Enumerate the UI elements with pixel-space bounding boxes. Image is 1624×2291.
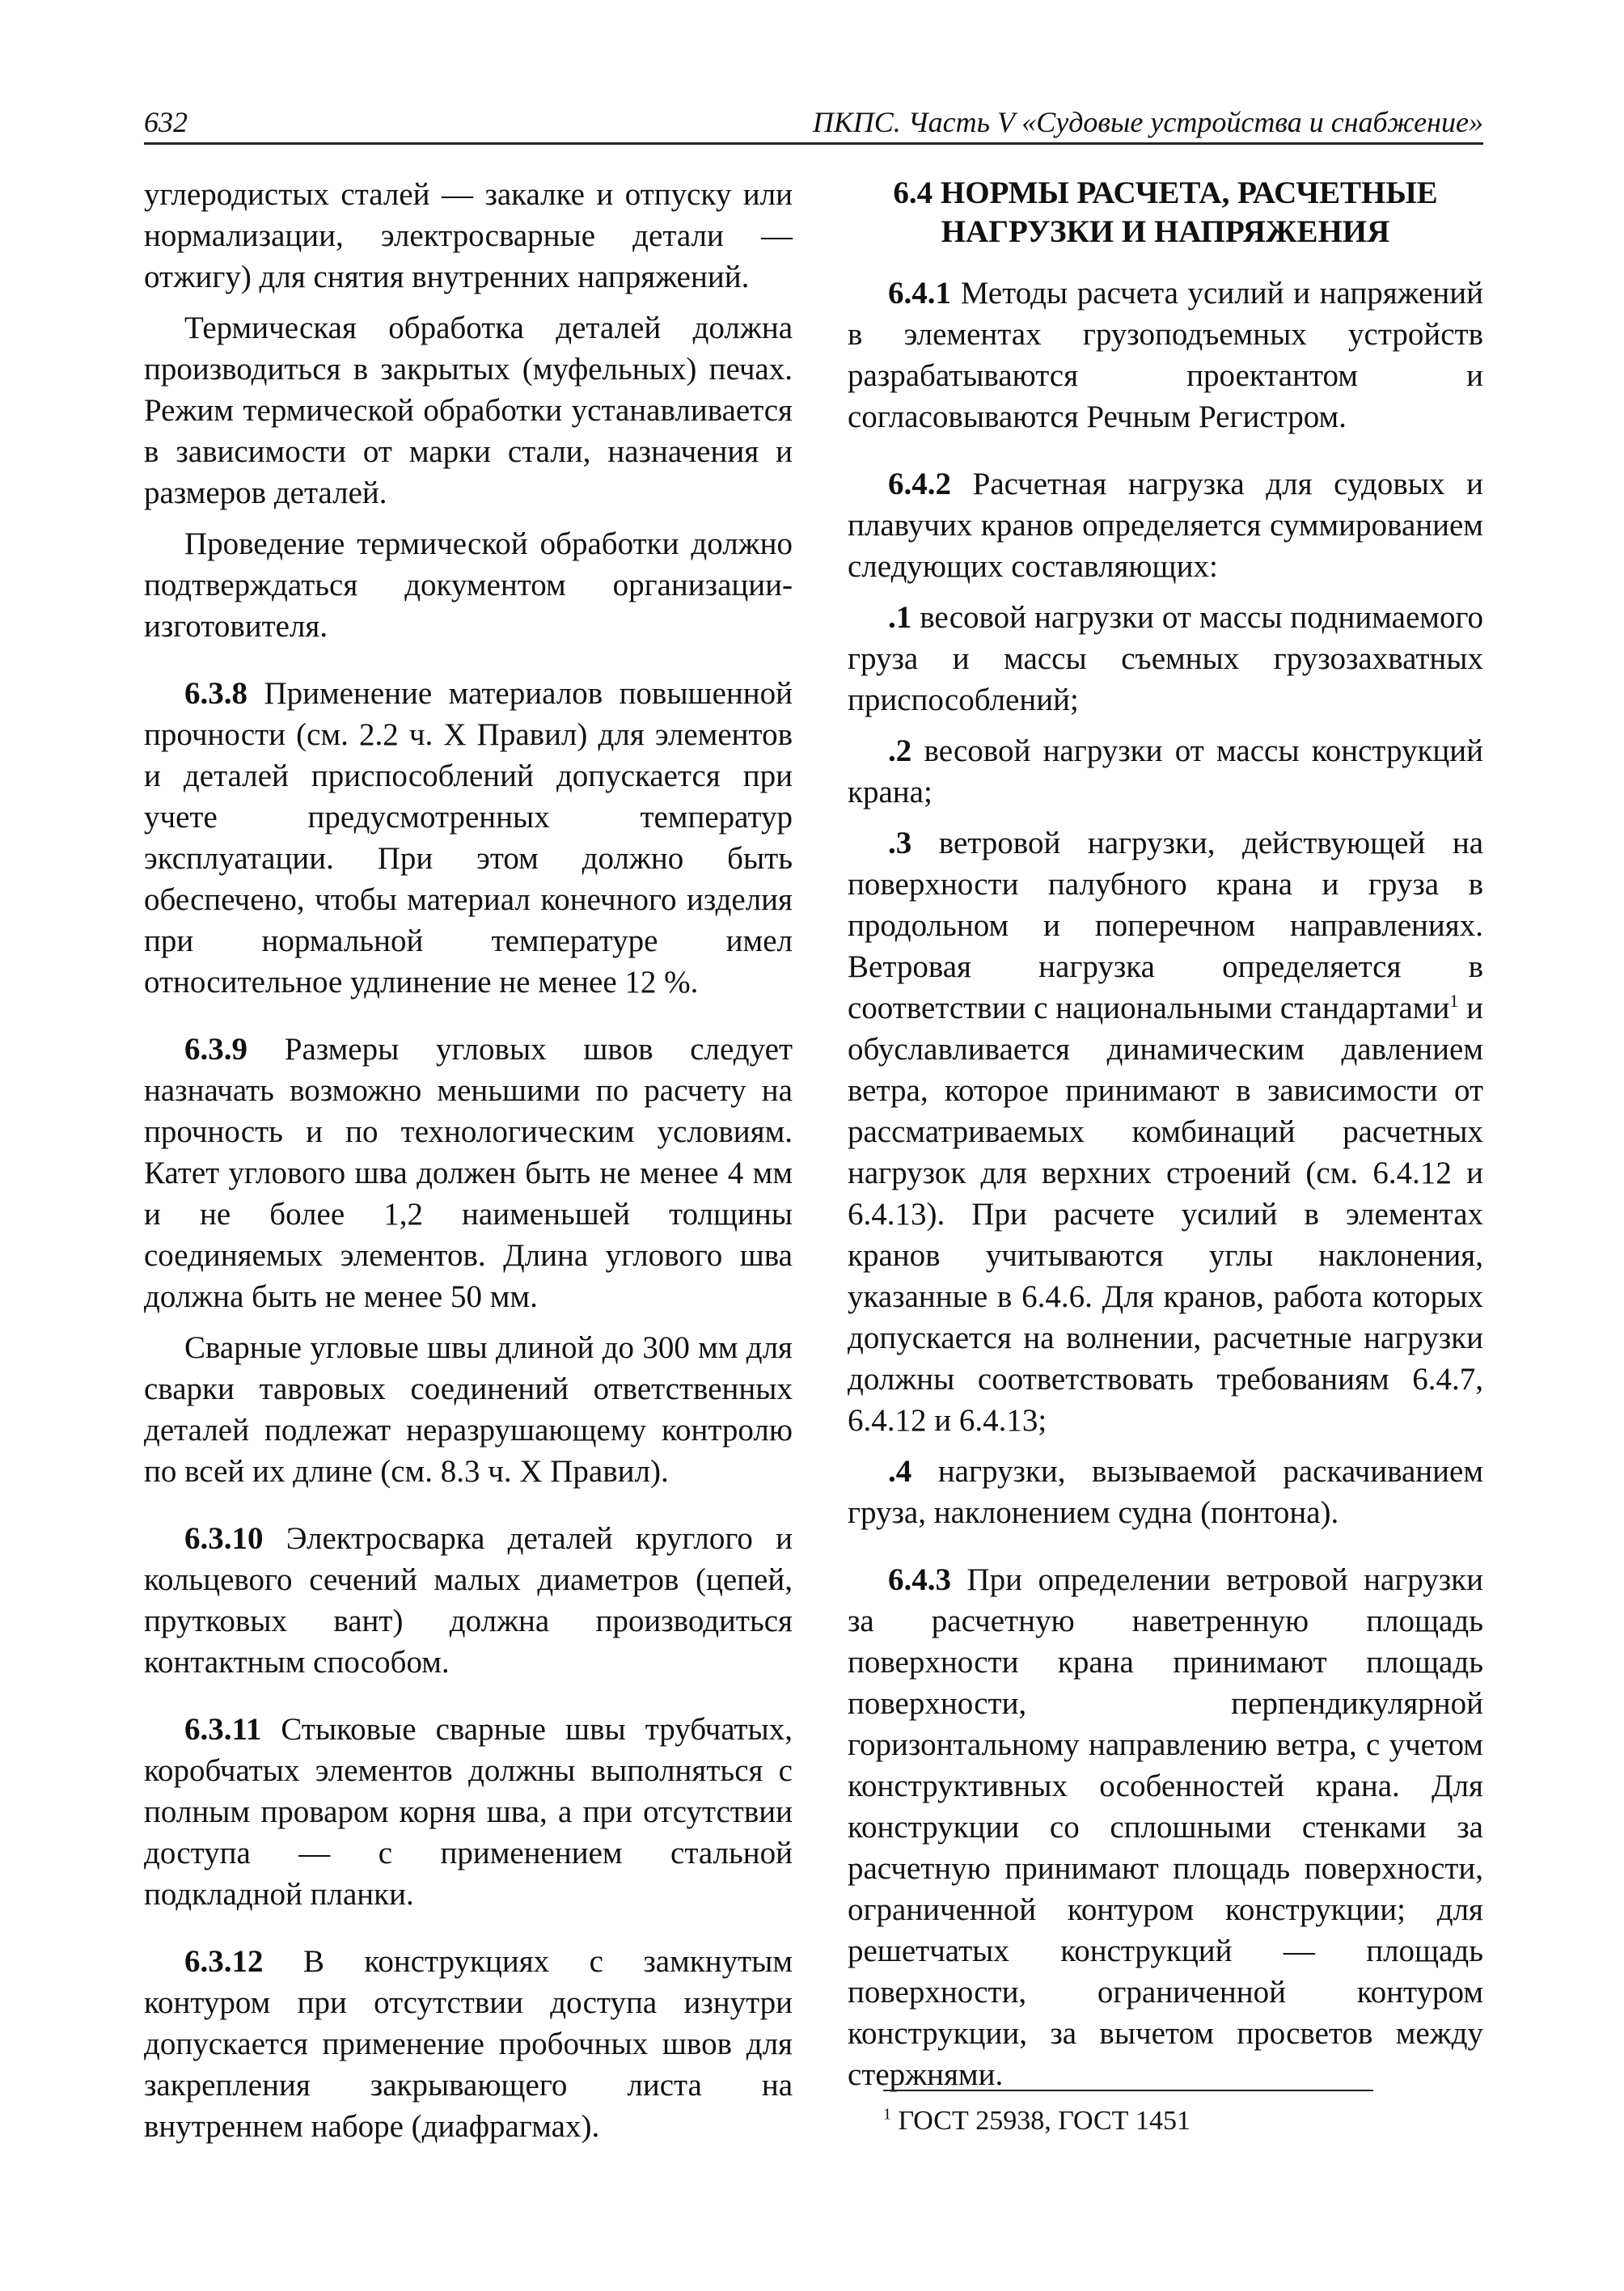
- section-6-4-3: [848, 1559, 1483, 2095]
- list-item: [848, 822, 1483, 1441]
- section-6-3-9: [144, 1029, 793, 1317]
- list-item: [848, 1451, 1483, 1533]
- section-text: Методы расчета усилий и напряжений в элементах грузоподъемных устройств разрабатываются проектантом и согласовываются Речным Регистром.: [848, 276, 1484, 434]
- section-number: 6.4.2: [888, 467, 951, 501]
- section-6-3-10: [144, 1518, 793, 1683]
- item-text: ветровой нагрузки, действующей на поверхности палубного крана и груза в продольном и поперечном направлениях. Ветровая нагрузка определяется в соответствии с национальными стандартами: [848, 826, 1483, 1025]
- paragraph: Сварные угловые швы длиной до 300 мм для сварки тавровых соединений ответственных деталей подлежат неразрушающему контролю по всей их длине (см. 8.3 ч. X Правил).: [144, 1330, 793, 1489]
- section-6-3-12: [144, 1941, 793, 2147]
- section-text: Электросварка деталей круглого и кольцевого сечений малых диаметров (цепей, прутковых вант) должна производиться контактным способом.: [144, 1521, 793, 1680]
- list-item: [848, 730, 1483, 813]
- section-number: 6.3.8: [184, 676, 247, 711]
- section-6-3-8: [144, 673, 793, 1003]
- list-item: [848, 597, 1483, 721]
- left-column: [144, 174, 793, 2157]
- section-number: 6.3.10: [184, 1521, 264, 1556]
- paragraph: Термическая обработка деталей должна производиться в закрытых (муфельных) печах. Режим термической обработки устанавливается в зависимости от марки стали, назначения и размеров деталей.: [144, 311, 793, 510]
- footnote-ref[interactable]: 1: [1449, 991, 1459, 1011]
- section-6-3-11: [144, 1709, 793, 1915]
- item-text: весовой нагрузки от массы конструкций крана;: [848, 733, 1484, 809]
- section-number: 6.3.9: [184, 1032, 247, 1067]
- item-number: .2: [888, 733, 912, 768]
- footnote: [883, 2104, 1191, 2138]
- section-text: Применение материалов повышенной прочности (см. 2.2 ч. X Правил) для элементов и деталей приспособлений допускается при учете предусмотренных температур эксплуатации. При этом должно быть обеспечено, чтобы материал конечного изделия при нормальной температуре имел относительное удлинение не менее 12 %.: [144, 676, 793, 1000]
- section-text: При определении ветровой нагрузки за расчетную наветренную площадь поверхности крана принимают площадь поверхности, перпендикулярной горизонтальному направлению ветра, с учетом конструктивных особенностей крана. Для конструкции со сплошными стенками за расчетную принимают площадь поверхности, ограниченной контуром конструкции; для решетчатых конструкций — площадь поверхности, ограниченной контуром конструкции, за вычетом просветов между стержнями.: [848, 1562, 1484, 2092]
- page-number: 632: [144, 106, 188, 138]
- item-text: весовой нагрузки от массы поднимаемого груза и массы съемных грузозахватных приспособлений;: [848, 600, 1483, 717]
- section-number: 6.3.11: [184, 1712, 262, 1747]
- section-number: 6.4.1: [888, 276, 951, 311]
- section-text: В конструкциях с замкнутым контуром при отсутствии доступа изнутри допускается применение пробочных швов для закрепления закрывающего листа на внутреннем наборе (диафрагмах).: [144, 1944, 793, 2144]
- section-number: 6.4.3: [888, 1562, 951, 1597]
- section-6-4-2: [848, 463, 1483, 587]
- running-title: ПКПС. Часть V «Судовые устройства и снабжение»: [812, 106, 1483, 138]
- item-number: .3: [888, 826, 912, 860]
- section-text: Расчетная нагрузка для судовых и плавучих кранов определяется суммированием следующих составляющих:: [848, 467, 1483, 584]
- running-header: [144, 104, 1483, 145]
- section-number: 6.3.12: [184, 1944, 264, 1979]
- section-text: Стыковые сварные швы трубчатых, коробчатых элементов должны выполняться с полным проваром корня шва, а при отсутствии доступа — с применением стальной подкладной планки.: [144, 1712, 793, 1912]
- item-number: .1: [888, 600, 912, 635]
- footnote-rule: [883, 2090, 1373, 2091]
- item-number: .4: [888, 1454, 912, 1489]
- item-text: нагрузки, вызываемой раскачиванием груза, наклонением судна (понтона).: [848, 1454, 1484, 1530]
- right-column: [848, 174, 1483, 2105]
- footnote-text: ГОСТ 25938, ГОСТ 1451: [898, 2106, 1191, 2136]
- paragraph: Проведение термической обработки должно подтверждаться документом организации-изготовителя.: [144, 526, 793, 644]
- section-heading: 6.4 НОРМЫ РАСЧЕТА, РАСЧЕТНЫЕ НАГРУЗКИ И НАПРЯЖЕНИЯ: [893, 175, 1438, 249]
- section-text: Размеры угловых швов следует назначать возможно меньшими по расчету на прочность и по технологическим условиям. Катет углового шва должен быть не менее 4 мм и не более 1,2 наименьшей толщины соединяемых элементов. Длина углового шва должна быть не менее 50 мм.: [144, 1032, 793, 1314]
- section-6-4-1: [848, 273, 1483, 437]
- item-text: и обуславливается динамическим давлением ветра, которое принимают в зависимости от рассматриваемых комбинаций расчетных нагрузок для верхних строений (см. 6.4.12 и 6.4.13). При расчете усилий в элементах кранов учитываются углы наклонения, указанные в 6.4.6. Для кранов, работа которых допускается на волнении, расчетные нагрузки должны соответствовать требованиям 6.4.7, 6.4.12 и 6.4.13;: [848, 991, 1484, 1438]
- footnote-marker: 1: [883, 2105, 891, 2124]
- paragraph: углеродистых сталей — закалке и отпуску или нормализации, электросварные детали — отжигу) для снятия внутренних напряжений.: [144, 177, 793, 294]
